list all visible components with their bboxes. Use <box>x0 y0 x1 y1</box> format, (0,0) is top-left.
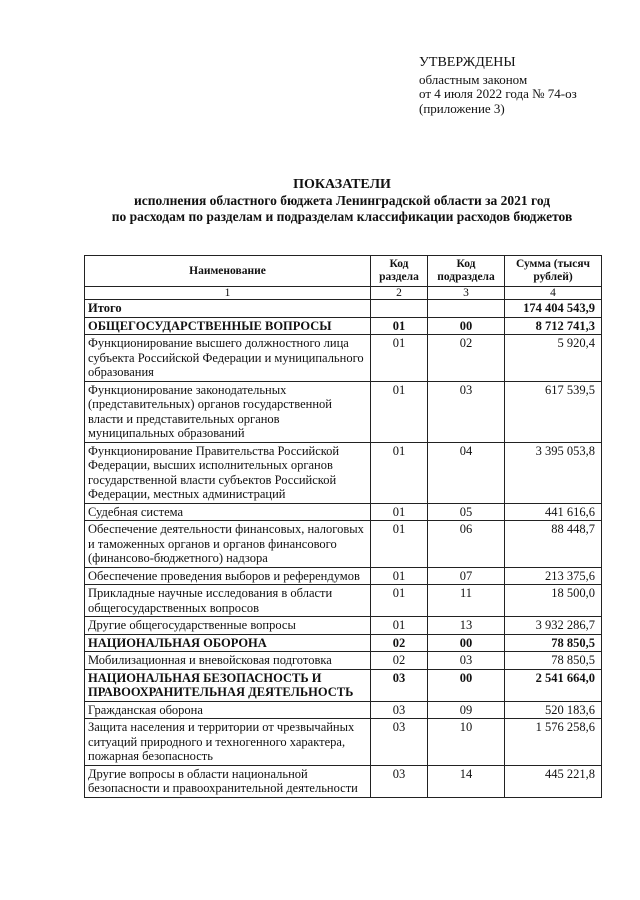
row-sum: 445 221,8 <box>505 765 602 797</box>
row-subsection: 04 <box>428 442 505 503</box>
row-name: Мобилизационная и вневойсковая подготовка <box>85 652 371 670</box>
row-name: Функционирование высшего должностного лица субъекта Российской Федерации и муниципального образования <box>85 335 371 382</box>
row-name: Гражданская оборона <box>85 701 371 719</box>
expenditure-table <box>84 255 602 798</box>
row-name: НАЦИОНАЛЬНАЯ ОБОРОНА <box>85 634 371 652</box>
row-sum: 3 932 286,7 <box>505 617 602 635</box>
row-section: 03 <box>371 765 428 797</box>
row-subsection: 11 <box>428 585 505 617</box>
title-heading: ПОКАЗАТЕЛИ <box>293 177 391 192</box>
row-name: Прикладные научные исследования в области общегосударственных вопросов <box>85 585 371 617</box>
table-row <box>85 381 602 442</box>
row-section: 02 <box>371 652 428 670</box>
header-subsection-code: Код подраздела <box>428 256 505 287</box>
header-section-code: Код раздела <box>371 256 428 287</box>
row-subsection: 10 <box>428 719 505 766</box>
row-section: 03 <box>371 669 428 701</box>
row-name: Судебная система <box>85 503 371 521</box>
column-number: 4 <box>505 287 602 300</box>
row-section: 03 <box>371 719 428 766</box>
table-row <box>85 317 602 335</box>
row-name: Функционирование Правительства Российской Федерации, высших исполнительных органов государственной власти субъектов Российской Федерации, местных администраций <box>85 442 371 503</box>
row-name: Обеспечение проведения выборов и референдумов <box>85 567 371 585</box>
row-sum: 617 539,5 <box>505 381 602 442</box>
row-section: 01 <box>371 585 428 617</box>
row-sum: 441 616,6 <box>505 503 602 521</box>
table-row <box>85 521 602 568</box>
approval-title: УТВЕРЖДЕНЫ <box>419 55 516 70</box>
row-subsection: 02 <box>428 335 505 382</box>
row-section: 02 <box>371 634 428 652</box>
row-subsection: 03 <box>428 381 505 442</box>
row-subsection: 07 <box>428 567 505 585</box>
row-name: Защита населения и территории от чрезвычайных ситуаций природного и техногенного характера, пожарная безопасность <box>85 719 371 766</box>
row-section: 03 <box>371 701 428 719</box>
row-sum: 18 500,0 <box>505 585 602 617</box>
column-number: 3 <box>428 287 505 300</box>
approval-block <box>419 56 577 116</box>
approval-line-2: от 4 июля 2022 года № 74-оз <box>419 86 577 101</box>
row-sum: 88 448,7 <box>505 521 602 568</box>
row-subsection: 14 <box>428 765 505 797</box>
row-sum: 520 183,6 <box>505 701 602 719</box>
table-row-total <box>85 300 602 318</box>
row-subsection: 06 <box>428 521 505 568</box>
table-row <box>85 719 602 766</box>
row-section: 01 <box>371 381 428 442</box>
row-sum: 78 850,5 <box>505 634 602 652</box>
row-section: 01 <box>371 442 428 503</box>
table-row <box>85 442 602 503</box>
table-row <box>85 765 602 797</box>
row-section: 01 <box>371 521 428 568</box>
table-row <box>85 585 602 617</box>
table-row <box>85 634 602 652</box>
row-subsection: 13 <box>428 617 505 635</box>
row-subsection <box>428 300 505 318</box>
table-row <box>85 669 602 701</box>
table-row <box>85 701 602 719</box>
row-section: 01 <box>371 503 428 521</box>
column-number: 1 <box>85 287 371 300</box>
row-section: 01 <box>371 567 428 585</box>
row-sum: 3 395 053,8 <box>505 442 602 503</box>
row-section: 01 <box>371 335 428 382</box>
row-subsection: 00 <box>428 317 505 335</box>
title-line-1: исполнения областного бюджета Ленинградской области за 2021 год <box>133 193 551 208</box>
row-section: 01 <box>371 317 428 335</box>
column-number: 2 <box>371 287 428 300</box>
row-name: Другие общегосударственные вопросы <box>85 617 371 635</box>
row-section <box>371 300 428 318</box>
table-row <box>85 503 602 521</box>
row-name: Функционирование законодательных (представительных) органов государственной власти и представительных органов муниципальных образований <box>85 381 371 442</box>
row-name: Другие вопросы в области национальной безопасности и правоохранительной деятельности <box>85 765 371 797</box>
table-header-row <box>85 256 602 287</box>
table-row <box>85 567 602 585</box>
table-row <box>85 617 602 635</box>
document-title <box>84 176 600 225</box>
title-line-2: по расходам по разделам и подразделам классификации расходов бюджетов <box>111 209 573 224</box>
row-sum: 78 850,5 <box>505 652 602 670</box>
row-subsection: 00 <box>428 669 505 701</box>
row-subsection: 03 <box>428 652 505 670</box>
table-row <box>85 335 602 382</box>
row-sum: 2 541 664,0 <box>505 669 602 701</box>
row-sum: 213 375,6 <box>505 567 602 585</box>
row-sum: 8 712 741,3 <box>505 317 602 335</box>
row-name: Итого <box>85 300 371 318</box>
row-name: ОБЩЕГОСУДАРСТВЕННЫЕ ВОПРОСЫ <box>85 317 371 335</box>
column-number-row <box>85 287 602 300</box>
row-sum: 174 404 543,9 <box>505 300 602 318</box>
row-name: НАЦИОНАЛЬНАЯ БЕЗОПАСНОСТЬ И ПРАВООХРАНИТЕЛЬНАЯ ДЕЯТЕЛЬНОСТЬ <box>85 669 371 701</box>
approval-line-3: (приложение 3) <box>419 100 505 116</box>
row-section: 01 <box>371 617 428 635</box>
row-subsection: 05 <box>428 503 505 521</box>
row-subsection: 00 <box>428 634 505 652</box>
approval-line-1: областным законом <box>419 71 528 87</box>
header-sum: Сумма (тысяч рублей) <box>505 256 602 287</box>
row-subsection: 09 <box>428 701 505 719</box>
header-name: Наименование <box>85 256 371 287</box>
row-sum: 1 576 258,6 <box>505 719 602 766</box>
row-name: Обеспечение деятельности финансовых, налоговых и таможенных органов и органов финансового (финансово-бюджетного) надзора <box>85 521 371 568</box>
row-sum: 5 920,4 <box>505 335 602 382</box>
table-row <box>85 652 602 670</box>
